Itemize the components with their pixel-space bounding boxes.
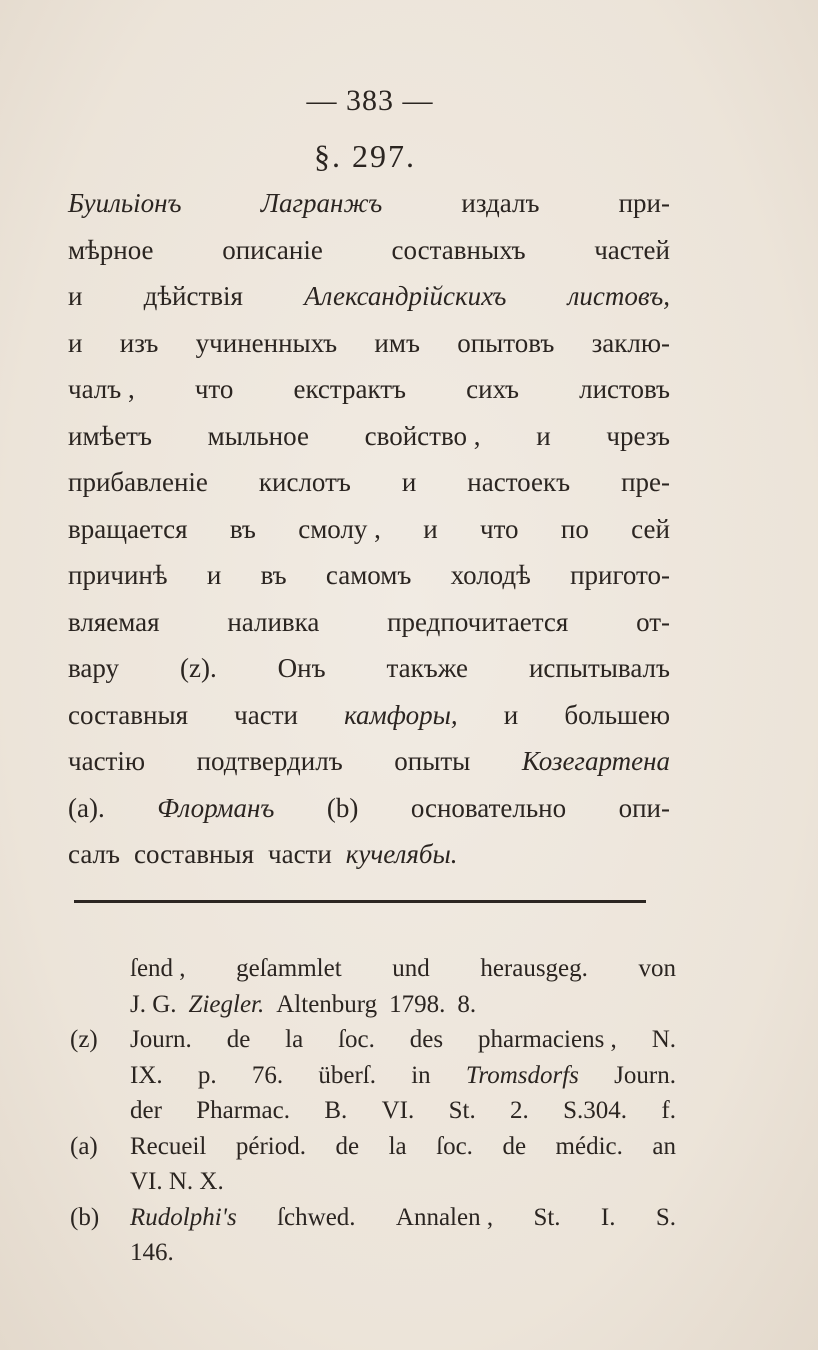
word: учиненныхъ: [195, 327, 338, 358]
word: (z).: [179, 653, 217, 683]
footnote-word: la: [388, 1132, 407, 1160]
text-line: [68, 645, 670, 692]
word: вращается: [68, 513, 188, 544]
footnote-divider: [74, 900, 646, 903]
footnote-word: périod.: [235, 1132, 306, 1160]
word: сихъ: [466, 374, 519, 404]
footnote-word: IX.: [130, 1061, 163, 1089]
word: самомъ: [325, 560, 412, 590]
word: Флорманъ: [157, 792, 275, 823]
word: листовъ,: [567, 281, 670, 311]
word: части: [234, 699, 298, 730]
word: и: [401, 467, 417, 497]
footnote-word: Pharmac.: [196, 1097, 290, 1124]
text-line: [68, 785, 670, 832]
text-line: [68, 692, 670, 739]
word: опытовъ: [457, 327, 555, 358]
word: наливка: [227, 606, 320, 637]
word: мыльное: [207, 420, 309, 451]
word: холодѣ: [450, 560, 531, 590]
footnote-word: an: [652, 1132, 676, 1160]
word: екстрактъ: [293, 374, 407, 404]
word: составныя: [133, 839, 254, 869]
footnote-marker: [70, 1058, 130, 1094]
text-line: [68, 599, 670, 646]
footnote-word: Ziegler.: [188, 990, 265, 1018]
word: по: [560, 513, 589, 544]
footnote-line: [70, 1022, 676, 1058]
word: имѣетъ: [68, 420, 152, 451]
footnote-word: St.: [448, 1097, 476, 1124]
word: издалъ: [461, 188, 540, 218]
word: Онъ: [277, 653, 326, 683]
word: салъ: [68, 839, 120, 869]
footnote-word: S.: [655, 1203, 676, 1231]
footnote-word: 8.: [457, 990, 477, 1018]
footnote-word: ſoc.: [436, 1132, 473, 1160]
word: Александрійскихъ: [304, 281, 507, 311]
footnotes: [70, 951, 676, 1271]
footnote-text: [130, 1235, 676, 1271]
word: (a).: [68, 792, 105, 823]
word: описаніе: [222, 234, 323, 265]
word: настоекъ: [467, 467, 571, 497]
footnote-marker: [70, 1235, 130, 1271]
footnote-word: ſchwed.: [277, 1203, 356, 1231]
word: такъже: [386, 653, 469, 683]
word: чрезъ: [606, 420, 670, 451]
word: что: [480, 513, 519, 544]
footnote-word: I.: [600, 1203, 616, 1231]
word: основательно: [410, 792, 567, 823]
footnote-word: VI.: [381, 1097, 415, 1124]
word: имъ: [374, 327, 420, 358]
footnote-line: [70, 1093, 676, 1129]
footnote-word: N.: [651, 1026, 676, 1053]
footnote-word: herausgeg.: [480, 955, 588, 982]
word: смолу ,: [298, 513, 381, 544]
word: большею: [564, 699, 670, 730]
footnote-word: Tromsdorfs: [465, 1061, 579, 1089]
footnote-word: überſ.: [318, 1061, 376, 1089]
word: испытывалъ: [528, 653, 670, 683]
word: дѣйствія: [143, 281, 243, 311]
section-heading: §. 297.: [314, 138, 416, 174]
word: (b): [326, 792, 359, 823]
footnote-word: der: [130, 1097, 162, 1124]
word: частей: [594, 234, 670, 265]
footnote-word: J. G.: [130, 990, 177, 1018]
word: и: [206, 560, 222, 590]
word: чалъ ,: [68, 374, 135, 404]
footnote-word: Journ.: [614, 1061, 676, 1089]
footnote-word: 76.: [251, 1061, 284, 1089]
word: подтвердилъ: [196, 746, 343, 776]
footnote-text: [130, 951, 676, 987]
footnote-word: p.: [197, 1061, 217, 1089]
word: частію: [68, 746, 146, 776]
footnote-word: la: [285, 1026, 304, 1053]
word: Козегартена: [521, 746, 670, 776]
footnote-word: médic.: [555, 1132, 623, 1160]
footnote-word: pharmaciens ,: [477, 1026, 617, 1053]
footnote-word: 1798.: [389, 990, 446, 1018]
footnote-word: Altenburg: [276, 990, 378, 1018]
word: свойство ,: [364, 420, 481, 451]
footnote-word: de: [502, 1132, 527, 1160]
text-line: [68, 831, 670, 878]
footnote-marker: [70, 1164, 130, 1200]
word: сей: [631, 513, 670, 544]
word: пригото-: [570, 560, 670, 590]
word: Буильіонъ: [68, 188, 182, 218]
text-line: [68, 366, 670, 413]
footnote-word: in: [411, 1061, 431, 1089]
word: вару: [68, 653, 120, 683]
word: прибавленіе: [68, 467, 208, 497]
text-line: [68, 738, 670, 785]
text-line: [68, 180, 670, 227]
footnote-word: f.: [661, 1097, 676, 1124]
word: и: [536, 420, 551, 451]
text-line: [68, 459, 670, 506]
footnote-text: [130, 1129, 676, 1165]
word: въ: [260, 560, 287, 590]
word: опыты: [394, 746, 471, 776]
footnote-word: B.: [324, 1097, 348, 1124]
footnote-line: [70, 951, 676, 987]
footnote-word: de: [226, 1026, 251, 1053]
word: мѣрное: [68, 234, 154, 265]
word: и: [503, 699, 519, 730]
footnote-word: und: [392, 955, 430, 982]
footnote-word: Recueil: [130, 1132, 207, 1160]
footnote-line: [70, 1235, 676, 1271]
text-line: [68, 320, 670, 367]
word: изъ: [119, 327, 159, 358]
footnote-word: 146.: [130, 1239, 174, 1266]
footnote-word: Annalen ,: [395, 1203, 494, 1231]
text-line: [68, 552, 670, 599]
footnote-text: [130, 1022, 676, 1058]
footnote-text: [130, 1200, 676, 1236]
footnote-text: [130, 1093, 676, 1129]
word: опи-: [618, 792, 670, 823]
footnote-word: von: [638, 955, 676, 982]
footnote-text: [130, 987, 676, 1023]
word: заклю-: [591, 327, 670, 358]
footnote-word: geſammlet: [236, 955, 342, 982]
word: составныхъ: [391, 234, 526, 265]
word: от-: [636, 606, 670, 637]
footnote-word: des: [409, 1026, 444, 1053]
footnote-word: St.: [533, 1203, 561, 1231]
footnote-word: 2.: [510, 1097, 529, 1124]
word: и: [68, 327, 83, 358]
word: и: [423, 513, 438, 544]
footnote-line: [70, 1164, 676, 1200]
word: кислотъ: [258, 467, 351, 497]
footnote-line: [70, 1058, 676, 1094]
footnote-word: S.304.: [563, 1097, 628, 1124]
footnote-word: ſend ,: [130, 955, 186, 982]
footnote-marker: [70, 987, 130, 1023]
footnote-marker: [70, 951, 130, 987]
footnote-text: [130, 1058, 676, 1094]
footnote-word: de: [335, 1132, 360, 1160]
footnote-word: Journ.: [130, 1026, 192, 1053]
footnote-word: ſoc.: [338, 1026, 375, 1053]
page-number: — 383 —: [306, 84, 434, 117]
word: пре-: [621, 467, 670, 497]
word: части: [268, 839, 332, 869]
word: причинѣ: [68, 560, 168, 590]
word: вляемая: [68, 606, 160, 637]
footnote-marker: (a): [70, 1132, 98, 1160]
word: при-: [618, 188, 670, 218]
word: камфоры,: [344, 699, 458, 730]
text-line: [68, 273, 670, 320]
footnote-text: [130, 1164, 676, 1200]
text-line: [68, 506, 670, 553]
footnote-line: [70, 987, 676, 1023]
footnote-marker: (z): [70, 1026, 98, 1053]
footnote-word: Rudolphi's: [130, 1203, 237, 1231]
footnote-marker: (b): [70, 1203, 100, 1231]
text-line: [68, 227, 670, 274]
footnote-line: [70, 1129, 676, 1165]
word: что: [194, 374, 234, 404]
word: предпочитается: [387, 606, 569, 637]
word: и: [68, 281, 83, 311]
word: кучелябы.: [345, 839, 458, 869]
word: листовъ: [579, 374, 670, 404]
text-line: [68, 413, 670, 460]
word: составныя: [68, 699, 189, 730]
footnote-line: [70, 1200, 676, 1236]
body-text: [68, 180, 670, 878]
footnote-word: VI. N. X.: [130, 1168, 224, 1195]
footnote-marker: [70, 1093, 130, 1129]
word: Лагранжъ: [260, 188, 383, 218]
word: въ: [229, 513, 256, 544]
